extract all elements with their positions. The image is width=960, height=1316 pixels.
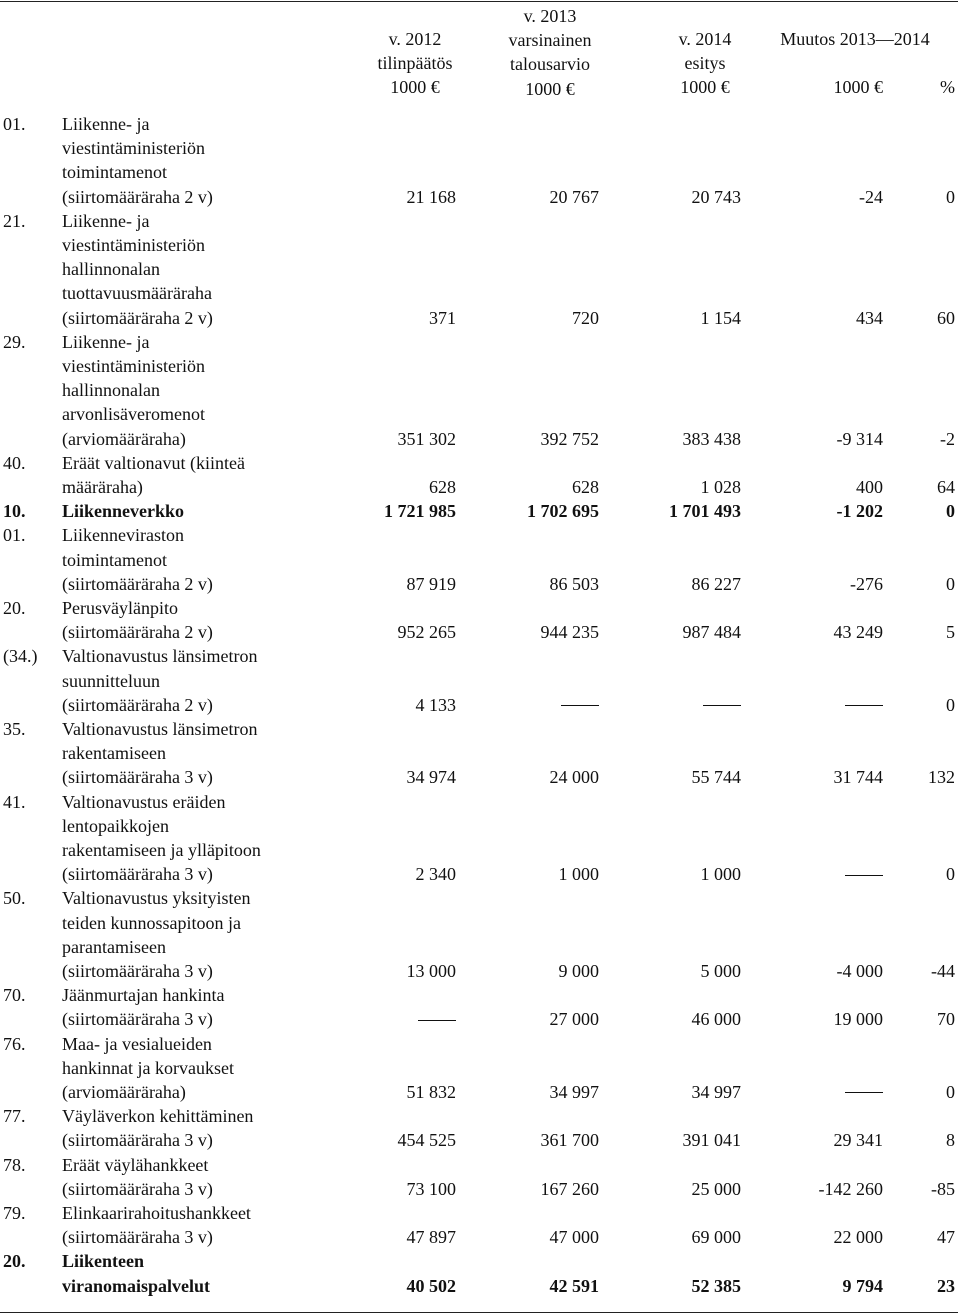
row-value-col5: 60 xyxy=(937,307,955,328)
row-label-line: rakentamiseen ja ylläpitoon xyxy=(62,839,261,860)
row-value-col1: 628 xyxy=(429,476,456,497)
row-number: 76. xyxy=(3,1033,26,1054)
row-label-line: (siirtomääräraha 2 v) xyxy=(62,186,213,207)
row-value-col1: 51 832 xyxy=(406,1081,456,1102)
row-label-line: toimintamenot xyxy=(62,549,167,570)
row-value-col2: 361 700 xyxy=(540,1130,599,1151)
row-label xyxy=(62,983,312,1031)
row-value-col4: -4 000 xyxy=(836,960,883,981)
row-number: 20. xyxy=(3,1251,26,1272)
row-value-col5: 0 xyxy=(946,1081,955,1102)
row-value-col5: 0 xyxy=(946,864,955,885)
row-number: 10. xyxy=(3,501,26,522)
row-label-line: Valtionavustus yksityisten xyxy=(62,888,251,909)
header-col-2013-line2: varsinainen xyxy=(508,30,592,51)
row-number: 50. xyxy=(3,888,26,909)
row-value-col2: 20 767 xyxy=(549,186,599,207)
row-value-col5: 0 xyxy=(946,186,955,207)
row-label-line: Eräät valtionavut (kiinteä xyxy=(62,452,245,473)
row-value-col4: 31 744 xyxy=(833,767,883,788)
row-label-line: (arviomääräraha) xyxy=(62,1081,186,1102)
row-number: 21. xyxy=(3,210,26,231)
row-value-col3: 383 438 xyxy=(682,428,741,449)
row-value-col3: 1 000 xyxy=(700,864,741,885)
table-row xyxy=(0,499,960,523)
row-value-col5: 0 xyxy=(946,501,955,522)
header-muutos-abs: 1000 € xyxy=(833,77,883,97)
row-label-line: Maa- ja vesialueiden xyxy=(62,1033,212,1054)
row-label-line: viestintäministeriön xyxy=(62,355,205,376)
row-label-line: toimintamenot xyxy=(62,162,167,183)
header-col-2012-line1: v. 2012 xyxy=(388,29,442,49)
row-label-line: (siirtomääräraha 2 v) xyxy=(62,307,213,328)
row-label-line: (siirtomääräraha 3 v) xyxy=(62,767,213,788)
row-label xyxy=(62,330,312,451)
row-number: 29. xyxy=(3,331,26,352)
row-label-line: Valtionavustus länsimetron xyxy=(62,646,258,667)
row-value-col2: 47 000 xyxy=(549,1227,599,1248)
row-label-line: Elinkaarirahoitushankkeet xyxy=(62,1203,251,1223)
row-label-line: (siirtomääräraha 2 v) xyxy=(62,694,213,715)
header-muutos xyxy=(755,27,955,51)
row-label-line: Jäänmurtajan hankinta xyxy=(62,985,225,1006)
row-label xyxy=(62,644,312,717)
row-label xyxy=(62,209,312,330)
row-label-line: rakentamiseen xyxy=(62,743,166,764)
row-value-col4: -276 xyxy=(850,573,883,594)
row-value-col3: 1 154 xyxy=(700,307,741,328)
row-label-line: viestintäministeriön xyxy=(62,234,205,255)
row-value-col1: 21 168 xyxy=(406,186,456,207)
row-value-col4: 434 xyxy=(856,307,883,328)
row-value-col2: 944 235 xyxy=(540,622,599,643)
header-col-2014 xyxy=(650,27,760,100)
row-value-col2: 27 000 xyxy=(549,1009,599,1030)
row-label-line: lentopaikkojen xyxy=(62,815,169,836)
row-label xyxy=(62,1201,312,1249)
row-label-line: arvonlisäveromenot xyxy=(62,404,205,425)
row-value-col1: 351 302 xyxy=(397,428,456,449)
row-label-line: parantamiseen xyxy=(62,936,166,957)
row-label-line: viestintäministeriön xyxy=(62,138,205,159)
header-col-2013 xyxy=(490,4,610,101)
row-label-line: (siirtomääräraha 3 v) xyxy=(62,960,213,981)
table-row xyxy=(0,1104,960,1152)
row-value-col2: 24 000 xyxy=(549,767,599,788)
row-number: 70. xyxy=(3,985,26,1006)
row-value-col4: 19 000 xyxy=(833,1009,883,1030)
row-value-col5: 0 xyxy=(946,573,955,594)
row-value-col5: -2 xyxy=(940,428,955,449)
header-top-rule xyxy=(0,1,958,2)
row-value-col5: 70 xyxy=(937,1009,955,1030)
row-label-line: määräraha) xyxy=(62,476,143,497)
row-value-col4: -24 xyxy=(859,186,883,207)
table-row xyxy=(0,644,960,717)
table-row xyxy=(0,112,960,209)
row-label-line: Valtionavustus länsimetron xyxy=(62,719,258,739)
table-row xyxy=(0,330,960,451)
row-value-col3: 1 701 493 xyxy=(669,501,741,522)
row-value-col5: 8 xyxy=(946,1130,955,1151)
row-label xyxy=(62,1032,312,1105)
table-row xyxy=(0,1201,960,1249)
row-value-col4: -9 314 xyxy=(836,428,883,449)
row-value-col3: 34 997 xyxy=(691,1081,741,1102)
row-label-line: hallinnonalan xyxy=(62,259,160,280)
row-value-col4: -142 260 xyxy=(818,1178,883,1199)
row-value-col1: 47 897 xyxy=(406,1227,456,1248)
header-col-2012 xyxy=(360,27,470,100)
row-number: (34.) xyxy=(3,646,38,667)
row-label-line: (siirtomääräraha 3 v) xyxy=(62,864,213,885)
row-number: 77. xyxy=(3,1106,26,1127)
header-col-2012-line3: 1000 € xyxy=(390,77,440,98)
row-label-line: (siirtomääräraha 3 v) xyxy=(62,1130,213,1151)
row-value-col2: 9 000 xyxy=(558,960,599,981)
row-value-col3: 52 385 xyxy=(691,1275,741,1296)
row-label-line: Perusväylänpito xyxy=(62,598,178,618)
row-value-col3: 20 743 xyxy=(691,186,741,207)
row-value-col4: -1 202 xyxy=(836,501,883,522)
row-value-col1: 40 502 xyxy=(406,1275,456,1296)
row-value-col2: 86 503 xyxy=(549,573,599,594)
row-label-line: hankinnat ja korvaukset xyxy=(62,1057,234,1078)
header-col-2014-line3: 1000 € xyxy=(680,77,730,98)
header-col-2013-line1: v. 2013 xyxy=(523,6,577,26)
header-muutos-title: Muutos 2013—2014 xyxy=(780,29,930,49)
header-col-2014-line2: esitys xyxy=(684,53,726,74)
row-value-col1: 1 721 985 xyxy=(384,501,456,522)
row-value-col2: 34 997 xyxy=(549,1081,599,1102)
row-label xyxy=(62,112,312,209)
row-label-line: Eräät väylähankkeet xyxy=(62,1154,209,1175)
row-value-col5: 23 xyxy=(937,1275,955,1296)
row-label xyxy=(62,790,312,887)
row-value-col5: 132 xyxy=(928,767,955,788)
row-number: 01. xyxy=(3,525,26,546)
row-value-col1: 34 974 xyxy=(406,767,456,788)
row-label-line: Liikenne- ja xyxy=(62,331,150,352)
row-label xyxy=(62,717,312,790)
row-value-col3: 86 227 xyxy=(691,573,741,594)
table-row xyxy=(0,790,960,887)
row-value-col3: 391 041 xyxy=(682,1130,741,1151)
row-value-col1: 371 xyxy=(429,307,456,328)
row-value-col1: 454 525 xyxy=(397,1130,456,1151)
row-value-col3: 55 744 xyxy=(691,767,741,788)
row-number: 01. xyxy=(3,114,26,134)
row-value-col2: 628 xyxy=(572,476,599,497)
row-label-line: (arviomääräraha) xyxy=(62,428,186,449)
row-label-line: Valtionavustus eräiden xyxy=(62,791,226,812)
row-value-col3: 25 000 xyxy=(691,1178,741,1199)
row-label xyxy=(62,1104,312,1152)
row-value-col3: 46 000 xyxy=(691,1009,741,1030)
row-label-line: Liikenteen xyxy=(62,1251,145,1272)
row-label-line: Väyläverkon kehittäminen xyxy=(62,1106,254,1127)
row-value-col5: -85 xyxy=(931,1178,955,1199)
row-value-col4: 400 xyxy=(856,476,883,497)
row-number: 35. xyxy=(3,719,26,739)
row-value-col1: 952 265 xyxy=(397,622,456,643)
row-value-col2: 720 xyxy=(572,307,599,328)
row-label xyxy=(62,596,312,644)
row-value-col2: 392 752 xyxy=(540,428,599,449)
row-label-line: hallinnonalan xyxy=(62,380,160,401)
row-value-col5: 0 xyxy=(946,694,955,715)
row-number: 79. xyxy=(3,1203,26,1223)
row-number: 40. xyxy=(3,452,26,473)
table-row xyxy=(0,717,960,790)
row-number: 20. xyxy=(3,598,26,618)
row-label xyxy=(62,523,312,596)
row-label xyxy=(62,886,312,983)
table-row xyxy=(0,451,960,499)
row-value-col4: 22 000 xyxy=(833,1227,883,1248)
row-value-col5: 47 xyxy=(937,1227,955,1248)
table-row xyxy=(0,886,960,983)
row-value-col3: 69 000 xyxy=(691,1227,741,1248)
row-label-line: Liikenneviraston xyxy=(62,525,184,546)
row-value-col3: 5 000 xyxy=(700,960,741,981)
row-value-col2: 167 260 xyxy=(540,1178,599,1199)
table-row xyxy=(0,209,960,330)
header-col-2013-line3: talousarvio xyxy=(510,54,590,75)
row-value-col2: 1 000 xyxy=(558,864,599,885)
header-muutos-pct: % xyxy=(940,77,955,97)
header-col-2013-line4: 1000 € xyxy=(525,78,575,99)
table-row xyxy=(0,1249,960,1297)
row-label-line: Liikenneverkko xyxy=(62,501,185,522)
row-label xyxy=(62,1153,312,1201)
row-value-col2: 42 591 xyxy=(549,1275,599,1296)
row-label-line: suunnitteluun xyxy=(62,670,160,691)
row-label-line: Liikenne- ja xyxy=(62,114,150,134)
table-row xyxy=(0,596,960,644)
row-label-line: (siirtomääräraha 3 v) xyxy=(62,1178,213,1199)
header-col-2014-line1: v. 2014 xyxy=(678,29,732,49)
table-row xyxy=(0,1032,960,1105)
row-value-col1: 13 000 xyxy=(406,960,456,981)
row-label-line: (siirtomääräraha 2 v) xyxy=(62,622,213,643)
row-label xyxy=(62,499,312,523)
row-value-col4: 43 249 xyxy=(833,622,883,643)
row-label-line: Liikenne- ja xyxy=(62,210,150,231)
row-label xyxy=(62,1249,312,1297)
row-value-col1: 73 100 xyxy=(406,1178,456,1199)
row-number: 41. xyxy=(3,791,26,812)
row-value-col1: 4 133 xyxy=(415,694,456,715)
row-value-col5: 5 xyxy=(946,622,955,643)
row-value-col5: 64 xyxy=(937,476,955,497)
table-row xyxy=(0,523,960,596)
row-label-line: tuottavuusmääräraha xyxy=(62,283,212,304)
row-value-col1: 87 919 xyxy=(406,573,456,594)
row-label-line: (siirtomääräraha 3 v) xyxy=(62,1009,213,1030)
row-value-col3: 987 484 xyxy=(682,622,741,643)
row-label xyxy=(62,451,312,499)
row-value-col5: -44 xyxy=(931,960,955,981)
table-row xyxy=(0,983,960,1031)
row-label-line: teiden kunnossapitoon ja xyxy=(62,912,241,933)
row-label-line: viranomaispalvelut xyxy=(62,1275,211,1296)
row-value-col1: 2 340 xyxy=(415,864,456,885)
table-bottom-rule xyxy=(0,1312,958,1313)
row-number: 78. xyxy=(3,1154,26,1175)
row-value-col4: 29 341 xyxy=(833,1130,883,1151)
header-col-2012-line2: tilinpäätös xyxy=(377,53,453,74)
row-label-line: (siirtomääräraha 3 v) xyxy=(62,1227,213,1248)
row-label-line: (siirtomääräraha 2 v) xyxy=(62,573,213,594)
row-value-col4: 9 794 xyxy=(842,1275,883,1296)
row-value-col2: 1 702 695 xyxy=(527,501,599,522)
row-value-col3: 1 028 xyxy=(700,476,741,497)
table-row xyxy=(0,1153,960,1201)
